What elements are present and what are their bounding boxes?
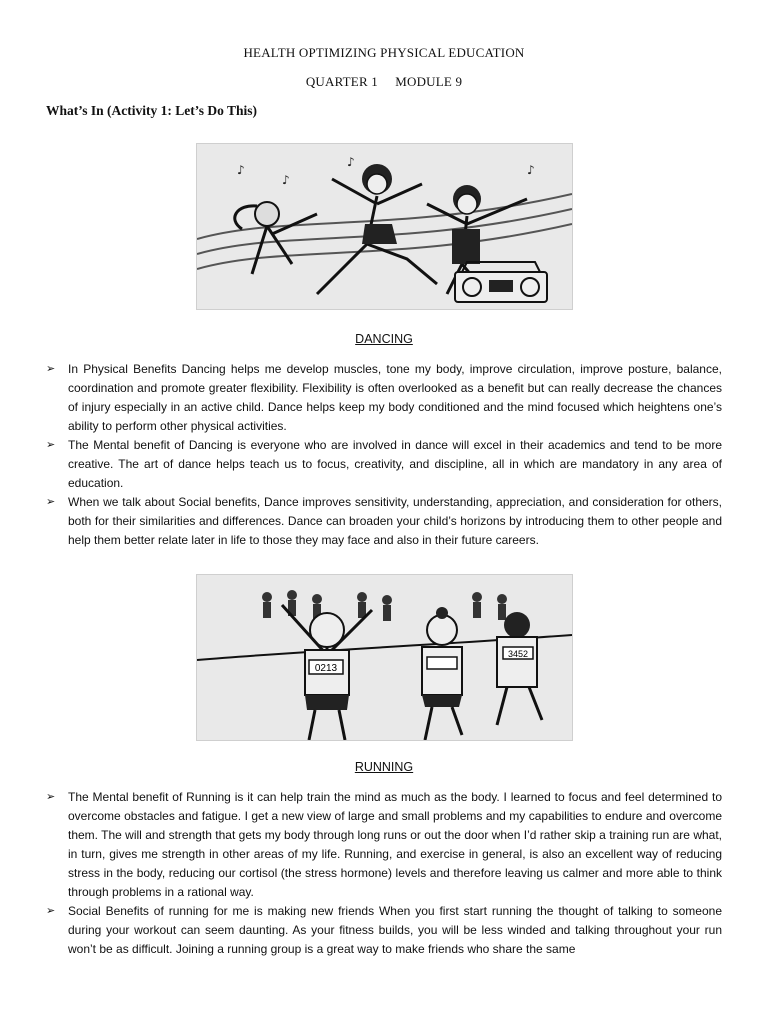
arrow-bullet-icon: ➢	[46, 496, 56, 508]
activity-heading: What’s In (Activity 1: Let’s Do This)	[46, 103, 257, 118]
running-illustration	[196, 574, 573, 741]
list-item: ➢ When we talk about Social benefits, Dance improves sensitivity, understanding, appreciation, and consideration for others, both for their similarities and differences. Dance can broaden your child’s horizons by introducing them to other people and help them better relate later in life to those they may face and also in their future careers.	[46, 495, 722, 547]
list-item: ➢ In Physical Benefits Dancing helps me develop muscles, tone my body, improve circulation, improve posture, balance, coordination and promote greater flexibility. Flexibility is often overlooked as a benefit but can really decrease the chances of injury especially in an active child. Dance helps keep my body conditioned and the mind focused which heightens one’s ability to perform other physical activities.	[46, 362, 722, 433]
dancing-heading: DANCING	[355, 332, 413, 346]
running-heading: RUNNING	[354, 760, 414, 774]
running-bullet-list	[46, 788, 722, 959]
document-subtitle: QUARTER 1 MODULE 9	[305, 74, 463, 89]
svg-text:♪: ♪	[237, 163, 245, 177]
bib-number-1: 0213	[314, 663, 338, 674]
arrow-bullet-icon: ➢	[46, 363, 56, 375]
arrow-bullet-icon: ➢	[46, 905, 56, 917]
bib-number-2: 3452	[507, 649, 529, 659]
list-item: ➢ The Mental benefit of Running is it can help train the mind as much as the body. I learned to focus and feel determined to overcome obstacles and fatigue. I get a new view of large and small problems and my capabilities to endure and overcome them. The will and strength that gets my body through long runs or out the door when I’d rather skip a training run are what, in turn, gives me strength in other areas of my life. Running, and exercise in general, is also an excellent way of reducing stress in the body, reducing our cortisol (the stress hormone) levels and therefore leaving us calmer and more able to think through problems in a rational way.	[46, 790, 722, 899]
svg-text:♪: ♪	[282, 173, 290, 187]
list-item: ➢ The Mental benefit of Dancing is everyone who are involved in dance will excel in their academics and tend to be more creative. The art of dance helps teach us to focus, creativity, and discipline, all in which are mandatory in any area of education.	[46, 438, 722, 490]
document-title: HEALTH OPTIMIZING PHYSICAL EDUCATION	[243, 45, 525, 60]
svg-text:♪: ♪	[347, 155, 355, 169]
svg-text:♪: ♪	[527, 163, 535, 177]
arrow-bullet-icon: ➢	[46, 791, 56, 803]
list-item: ➢ Social Benefits of running for me is making new friends When you first start running the thought of talking to someone during your workout can seem daunting. As your fitness builds, you will be less winded and talking throughout your run won’t be as difficult. Joining a running group is a great way to make friends who share the same	[46, 904, 722, 956]
arrow-bullet-icon: ➢	[46, 439, 56, 451]
dancing-bullet-list	[46, 360, 722, 550]
dancing-illustration	[196, 143, 573, 310]
